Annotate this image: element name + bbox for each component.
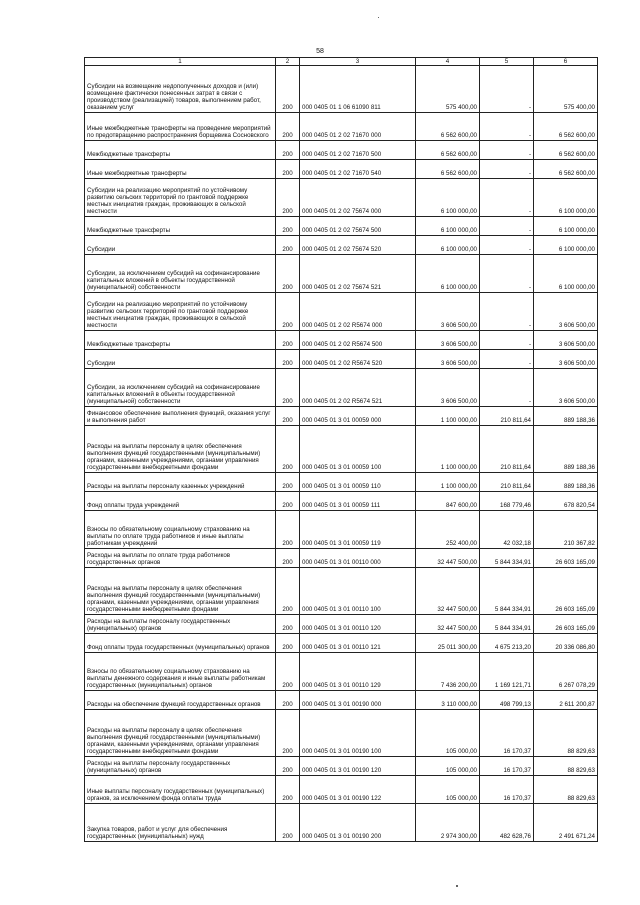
cell-plan: 105 000,00 [416, 710, 480, 757]
cell-code: 200 [276, 426, 300, 473]
cell-plan: 6 562 600,00 [416, 113, 480, 141]
table-row [85, 757, 598, 776]
cell-plan: 6 562 600,00 [416, 160, 480, 179]
column-header: 6 [534, 58, 598, 66]
cell-name: Иные межбюджетные трансферты на проведение мероприятий по предотвращению распространения борщевика Сосновского [85, 113, 276, 141]
cell-exec: 5 844 334,91 [480, 615, 534, 634]
cell-plan: 6 100 000,00 [416, 255, 480, 293]
cell-code: 200 [276, 331, 300, 350]
cell-plan: 32 447 500,00 [416, 568, 480, 615]
table-row [85, 426, 598, 473]
cell-exec: 42 032,18 [480, 511, 534, 549]
cell-name: Субсидии, за исключением субсидий на софинансирование капитальных вложений в объекты государственной (муниципальной) собственности [85, 369, 276, 407]
cell-rest: 20 336 086,80 [534, 634, 598, 653]
table-row [85, 776, 598, 804]
cell-rest: 6 562 600,00 [534, 160, 598, 179]
cell-code: 200 [276, 653, 300, 691]
cell-kbk: 000 0405 01 2 02 75674 521 [300, 255, 416, 293]
cell-name: Взносы по обязательному социальному страхованию на выплаты по оплате труда работников и иные выплаты работникам учреждений [85, 511, 276, 549]
cell-kbk: 000 0405 01 2 02 75674 000 [300, 179, 416, 217]
cell-code: 200 [276, 179, 300, 217]
cell-kbk: 000 0405 01 3 01 00059 111 [300, 492, 416, 511]
cell-code: 200 [276, 236, 300, 255]
cell-exec: 210 811,64 [480, 407, 534, 426]
cell-rest: 6 267 078,29 [534, 653, 598, 691]
cell-code: 200 [276, 804, 300, 842]
cell-exec: - [480, 255, 534, 293]
cell-kbk: 000 0405 01 1 06 61090 811 [300, 66, 416, 113]
cell-exec: - [480, 350, 534, 369]
cell-name: Закупка товаров, работ и услуг для обеспечения государственных (муниципальных) нужд [85, 804, 276, 842]
cell-plan: 1 100 000,00 [416, 426, 480, 473]
cell-name: Субсидии [85, 236, 276, 255]
cell-name: Субсидии на реализацию мероприятий по устойчивому развитию сельских территорий по грантовой поддержке местных инициатив граждан, проживающих в сельской местности [85, 293, 276, 331]
table-row [85, 710, 598, 757]
cell-rest: 2 491 671,24 [534, 804, 598, 842]
cell-rest: 575 400,00 [534, 66, 598, 113]
cell-code: 200 [276, 369, 300, 407]
cell-rest: 3 606 500,00 [534, 350, 598, 369]
cell-code: 200 [276, 350, 300, 369]
cell-exec: 5 844 334,91 [480, 549, 534, 568]
cell-exec: - [480, 141, 534, 160]
cell-name: Расходы на обеспечение функций государственных органов [85, 691, 276, 710]
cell-code: 200 [276, 691, 300, 710]
cell-name: Расходы на выплаты по оплате труда работников государственных органов [85, 549, 276, 568]
cell-rest: 6 100 000,00 [534, 179, 598, 217]
cell-exec: 498 799,13 [480, 691, 534, 710]
cell-plan: 6 100 000,00 [416, 217, 480, 236]
cell-code: 200 [276, 113, 300, 141]
cell-exec: 482 628,76 [480, 804, 534, 842]
cell-plan: 2 974 300,00 [416, 804, 480, 842]
cell-name: Расходы на выплаты персоналу в целях обеспечения выполнения функций государственными (муниципальными) органами, казенными учреждениями, органами управления государственными внебюджетными фондами [85, 710, 276, 757]
table-row [85, 160, 598, 179]
table-row [85, 293, 598, 331]
table-row [85, 492, 598, 511]
column-header: 2 [276, 58, 300, 66]
cell-kbk: 000 0405 01 3 01 00110 000 [300, 549, 416, 568]
cell-name: Расходы на выплаты персоналу государственных (муниципальных) органов [85, 615, 276, 634]
table-row [85, 179, 598, 217]
cell-plan: 3 606 500,00 [416, 350, 480, 369]
table-row [85, 331, 598, 350]
cell-exec: - [480, 236, 534, 255]
cell-kbk: 000 0405 01 2 02 71670 000 [300, 113, 416, 141]
cell-plan: 105 000,00 [416, 776, 480, 804]
cell-name: Субсидии, за исключением субсидий на софинансирование капитальных вложений в объекты государственной (муниципальной) собственности [85, 255, 276, 293]
cell-code: 200 [276, 492, 300, 511]
cell-code: 200 [276, 217, 300, 236]
cell-exec: - [480, 293, 534, 331]
cell-name: Расходы на выплаты персоналу казенных учреждений [85, 473, 276, 492]
cell-code: 200 [276, 634, 300, 653]
table-row [85, 407, 598, 426]
cell-name: Расходы на выплаты персоналу в целях обеспечения выполнения функций государственными (муниципальными) органами, казенными учреждениями, органами управления государственными внебюджетными фондами [85, 568, 276, 615]
cell-rest: 6 562 600,00 [534, 141, 598, 160]
cell-rest: 26 603 165,09 [534, 549, 598, 568]
cell-kbk: 000 0405 01 3 01 00190 120 [300, 757, 416, 776]
cell-code: 200 [276, 293, 300, 331]
cell-exec: - [480, 217, 534, 236]
cell-code: 200 [276, 473, 300, 492]
cell-plan: 105 000,00 [416, 757, 480, 776]
table-header-row [85, 58, 598, 66]
cell-kbk: 000 0405 01 3 01 00110 100 [300, 568, 416, 615]
cell-name: Финансовое обеспечение выполнения функций, оказания услуг и выполнения работ [85, 407, 276, 426]
cell-code: 200 [276, 710, 300, 757]
cell-exec: - [480, 179, 534, 217]
cell-kbk: 000 0405 01 2 02 R5674 500 [300, 331, 416, 350]
cell-code: 200 [276, 776, 300, 804]
cell-rest: 6 562 600,00 [534, 113, 598, 141]
cell-rest: 889 188,36 [534, 473, 598, 492]
table-row [85, 804, 598, 842]
cell-plan: 1 100 000,00 [416, 473, 480, 492]
cell-name: Межбюджетные трансферты [85, 141, 276, 160]
cell-kbk: 000 0405 01 3 01 00190 122 [300, 776, 416, 804]
cell-kbk: 000 0405 01 2 02 71670 540 [300, 160, 416, 179]
table-row [85, 511, 598, 549]
cell-name: Расходы на выплаты персоналу в целях обеспечения выполнения функций государственными (муниципальными) органами, казенными учреждениями, органами управления государственными внебюджетными фондами [85, 426, 276, 473]
cell-exec: 16 170,37 [480, 776, 534, 804]
cell-kbk: 000 0405 01 3 01 00190 200 [300, 804, 416, 842]
cell-kbk: 000 0405 01 2 02 R5674 521 [300, 369, 416, 407]
cell-rest: 6 100 000,00 [534, 236, 598, 255]
cell-rest: 678 820,54 [534, 492, 598, 511]
cell-exec: 210 811,64 [480, 426, 534, 473]
cell-plan: 6 100 000,00 [416, 236, 480, 255]
cell-rest: 210 367,82 [534, 511, 598, 549]
cell-rest: 889 188,36 [534, 426, 598, 473]
table-row [85, 369, 598, 407]
page-number: 58 [316, 48, 324, 55]
cell-exec: - [480, 331, 534, 350]
cell-exec: - [480, 113, 534, 141]
cell-plan: 575 400,00 [416, 66, 480, 113]
budget-execution-table [84, 57, 598, 842]
cell-kbk: 000 0405 01 3 01 00059 110 [300, 473, 416, 492]
cell-name: Иные межбюджетные трансферты [85, 160, 276, 179]
cell-code: 200 [276, 615, 300, 634]
cell-kbk: 000 0405 01 3 01 00110 129 [300, 653, 416, 691]
table-row [85, 615, 598, 634]
table-row [85, 350, 598, 369]
cell-kbk: 000 0405 01 3 01 00110 121 [300, 634, 416, 653]
cell-name: Межбюджетные трансферты [85, 217, 276, 236]
cell-kbk: 000 0405 01 2 02 75674 500 [300, 217, 416, 236]
cell-plan: 252 400,00 [416, 511, 480, 549]
table-row [85, 113, 598, 141]
cell-code: 200 [276, 407, 300, 426]
cell-rest: 26 603 165,09 [534, 568, 598, 615]
cell-rest: 2 611 200,87 [534, 691, 598, 710]
cell-plan: 3 606 500,00 [416, 331, 480, 350]
cell-plan: 32 447 500,00 [416, 615, 480, 634]
cell-kbk: 000 0405 01 2 02 R5674 000 [300, 293, 416, 331]
cell-code: 200 [276, 757, 300, 776]
cell-kbk: 000 0405 01 3 01 00110 120 [300, 615, 416, 634]
column-header: 3 [300, 58, 416, 66]
cell-name: Расходы на выплаты персоналу государственных (муниципальных) органов [85, 757, 276, 776]
table-row [85, 255, 598, 293]
cell-plan: 3 110 000,00 [416, 691, 480, 710]
cell-plan: 6 100 000,00 [416, 179, 480, 217]
cell-exec: 210 811,64 [480, 473, 534, 492]
cell-kbk: 000 0405 01 3 01 00190 100 [300, 710, 416, 757]
cell-kbk: 000 0405 01 2 02 71670 500 [300, 141, 416, 160]
table-body [85, 66, 598, 842]
cell-rest: 88 829,63 [534, 710, 598, 757]
cell-exec: 16 170,37 [480, 710, 534, 757]
cell-plan: 1 100 000,00 [416, 407, 480, 426]
table-row [85, 653, 598, 691]
scan-speck [456, 885, 458, 887]
cell-kbk: 000 0405 01 2 02 R5674 520 [300, 350, 416, 369]
cell-exec: - [480, 66, 534, 113]
cell-exec: 4 675 213,20 [480, 634, 534, 653]
cell-name: Субсидии на реализацию мероприятий по устойчивому развитию сельских территорий по грантовой поддержке местных инициатив граждан, проживающих в сельской местности [85, 179, 276, 217]
cell-name: Субсидии [85, 350, 276, 369]
cell-kbk: 000 0405 01 3 01 00190 000 [300, 691, 416, 710]
table-row [85, 217, 598, 236]
cell-exec: 1 169 121,71 [480, 653, 534, 691]
cell-kbk: 000 0405 01 3 01 00059 000 [300, 407, 416, 426]
table-row [85, 236, 598, 255]
cell-exec: 168 779,46 [480, 492, 534, 511]
table-row [85, 691, 598, 710]
cell-name: Иные выплаты персоналу государственных (муниципальных) органов, за исключением фонда оплаты труда [85, 776, 276, 804]
cell-rest: 889 188,36 [534, 407, 598, 426]
cell-code: 200 [276, 549, 300, 568]
cell-kbk: 000 0405 01 2 02 75674 520 [300, 236, 416, 255]
cell-rest: 88 829,63 [534, 776, 598, 804]
cell-rest: 3 606 500,00 [534, 369, 598, 407]
column-header: 5 [480, 58, 534, 66]
cell-code: 200 [276, 66, 300, 113]
cell-rest: 3 606 500,00 [534, 331, 598, 350]
cell-code: 200 [276, 511, 300, 549]
cell-kbk: 000 0405 01 3 01 00059 100 [300, 426, 416, 473]
cell-rest: 6 100 000,00 [534, 217, 598, 236]
cell-code: 200 [276, 568, 300, 615]
cell-code: 200 [276, 255, 300, 293]
cell-plan: 847 600,00 [416, 492, 480, 511]
table-row [85, 549, 598, 568]
cell-code: 200 [276, 160, 300, 179]
cell-plan: 7 436 200,00 [416, 653, 480, 691]
cell-rest: 88 829,63 [534, 757, 598, 776]
cell-exec: - [480, 369, 534, 407]
cell-name: Фонд оплаты труда учреждений [85, 492, 276, 511]
cell-code: 200 [276, 141, 300, 160]
cell-name: Взносы по обязательному социальному страхованию на выплаты денежного содержания и иные выплаты работникам государственных (муниципальных) органов [85, 653, 276, 691]
cell-name: Фонд оплаты труда государственных (муниципальных) органов [85, 634, 276, 653]
cell-plan: 3 606 500,00 [416, 369, 480, 407]
table-row [85, 473, 598, 492]
table-row [85, 66, 598, 113]
cell-plan: 25 011 300,00 [416, 634, 480, 653]
cell-plan: 6 562 600,00 [416, 141, 480, 160]
cell-exec: 16 170,37 [480, 757, 534, 776]
column-header: 1 [85, 58, 276, 66]
column-header: 4 [416, 58, 480, 66]
cell-rest: 3 606 500,00 [534, 293, 598, 331]
table-row [85, 568, 598, 615]
cell-plan: 3 606 500,00 [416, 293, 480, 331]
cell-exec: - [480, 160, 534, 179]
cell-plan: 32 447 500,00 [416, 549, 480, 568]
cell-kbk: 000 0405 01 3 01 00059 119 [300, 511, 416, 549]
table-row [85, 634, 598, 653]
table-row [85, 141, 598, 160]
cell-name: Субсидии на возмещение недополученных доходов и (или) возмещение фактически понесенных затрат в связи с производством (реализацией) товаров, выполнением работ, оказанием услуг [85, 66, 276, 113]
cell-rest: 6 100 000,00 [534, 255, 598, 293]
cell-rest: 26 603 165,09 [534, 615, 598, 634]
cell-exec: 5 844 334,91 [480, 568, 534, 615]
scan-speck [378, 17, 379, 18]
cell-name: Межбюджетные трансферты [85, 331, 276, 350]
